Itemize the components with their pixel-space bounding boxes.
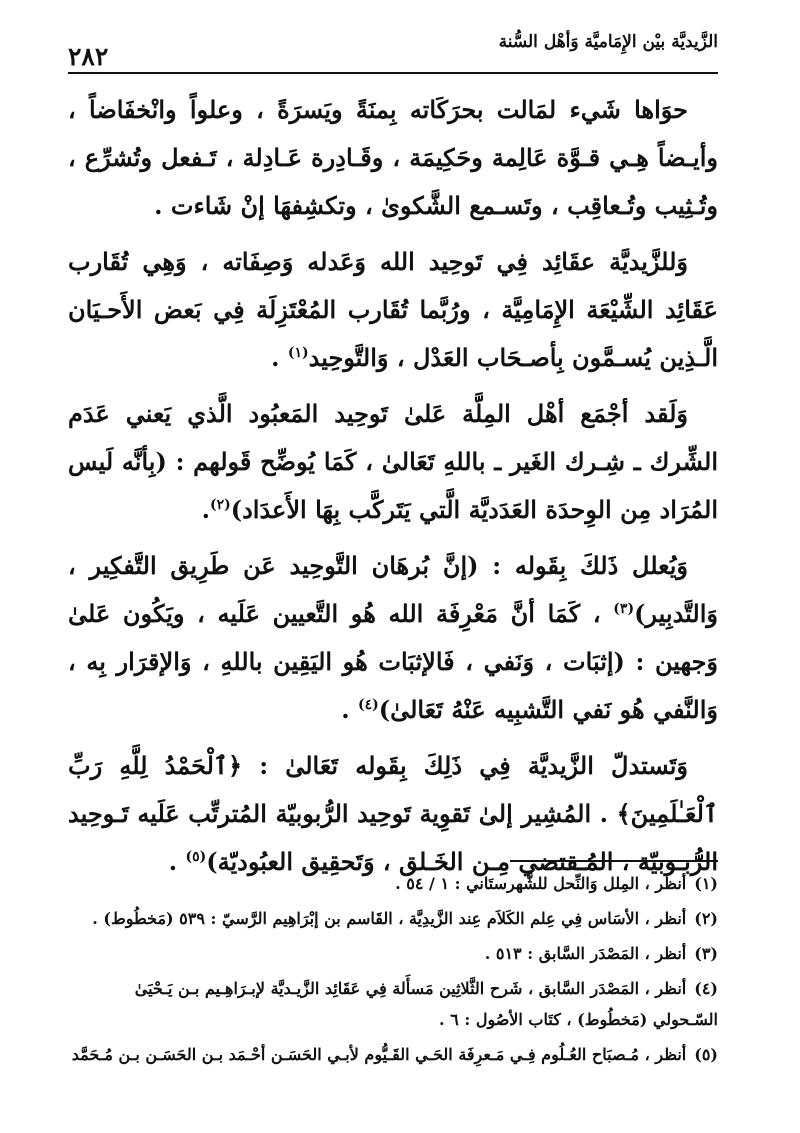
page-number: ٢٨٢: [68, 42, 109, 71]
paragraph-5-end: .: [168, 847, 186, 876]
paragraph-5-text: وَتَستدلّ الزَّيديَّة فِي ذَلِكَ بِقَوله تَعَالىٰ : ﴿ٱلْحَمْدُ لِلَّهِ رَبِّ ٱلْعَـٰلَمِينَ﴾ . المُشِير إلىٰ تَقوِية تَوحِيد الرُّبوبيّة المُترتِّب عَلَيه تَـوحِيد الرُّبـوبيّة ، المُـقتضي مِـن الخَـلق ، وَتَحقِيق العبُوديّة): [68, 751, 718, 876]
paragraph-1-text: حوَاها شَيء لمَالت بحرَكَاته بِمنَةً ويَسرَةً ، وعلواً وانْخفَاضاً ، وأيـضاً هِـي قـوَّة عَالِمة وحَكِيمَة ، وقَـادِرة عَـادِلة ، تَـفعل وتُشرِّع ، وتُـثِيب وتُـعاقِب ، وتَسـمع الشَّكوىٰ ، وتكشِفهَا إنْ شَاءت .: [68, 95, 718, 220]
paragraph-5: [68, 742, 718, 886]
running-title: الزَّيديَّة بيْن الإِمَاميَّة وَأهْل السُّنة: [498, 32, 718, 52]
footnote-text: أنظر ، المِلل وَالنِّحل للشَّهرستَاني : ١ / ٥٤ .: [395, 874, 687, 893]
footnote-number: (٢): [694, 909, 718, 928]
footnote-ref-1: (١): [287, 345, 309, 361]
footnote-ref-3: (٣): [613, 601, 635, 617]
footnotes: [68, 868, 718, 1074]
paragraph-1: [68, 86, 718, 230]
footnote-number: (٣): [694, 944, 718, 963]
footnote-text: أنظر ، المَصْدَر السَّابق : ٥١٣ .: [484, 944, 687, 963]
paragraph-4-text-b: ، كَمَا أنَّ مَعْرِفَة الله هُو التَّعيين عَلَيه ، ويَكُون عَلىٰ وَجهين : (إثبَات ، وَنَفي ، فَالإثبَات هُو اليَقِين باللهِ ، وَالإقرَار بِه ، وَالنَّفي هُو نَفي التَّشبِيه عَنْهُ تَعَالىٰ): [68, 599, 718, 724]
footnote-text: أنظر ، مُـصبَاح العُـلُوم فِـي مَـعرِفَة الحَـي القَـيُّوم لأبـي الحَسَـن أحْـمَد بـن الحَسَـن بـن مُـحَمَّد: [71, 1045, 687, 1064]
footnote-ref-2: (٢): [209, 497, 231, 513]
footnote-number: (٥): [694, 1045, 718, 1064]
paragraph-2-end: .: [271, 343, 288, 372]
footnote-number: (١): [694, 874, 718, 893]
footnote-divider: [510, 860, 718, 862]
page-header: [68, 28, 718, 74]
footnote-1: [68, 868, 718, 899]
paragraph-3-text: وَلَقد أجْمَع أهْل المِلَّة عَلىٰ تَوحِيد المَعبُود الَّذي يَعني عَدَم الشِّرك ـ شِـرك الغَير ـ باللهِ تَعَالىٰ ، كَمَا يُوضِّح قَولهم : (بِأنَّه لَيس المُرَاد مِن الوِحدَة العَدَديَّة الَّتي يَتَركَّب بِهَا الأَعدَاد): [68, 399, 718, 524]
footnote-ref-5: (٥): [185, 849, 207, 865]
paragraph-4-text-a: وَيُعلل ذَلكَ بِقَوله : (إنَّ بُرهَان التَّوحِيد عَن طَرِيق التَّفكِير ، وَالتَّدبِير): [68, 551, 718, 628]
paragraph-3-end: .: [201, 495, 210, 524]
main-text: [68, 86, 718, 894]
paragraph-2-text: وَللزَّيديَّة عقَائِد فِي تَوحِيد الله وَعَدله وَصِفَاته ، وَهِي تُقَارب عَقَائِد الشِّيْعَة الإِمَامِيَّة ، ورُبَّما تُقَارب المُعْتَزِلَة فِي بَعض الأَحـيَان الَّـذِين يُسـمَّون بِأصـحَاب العَدْل ، وَالتَّوحِيد: [68, 247, 719, 372]
footnote-text: أنظر ، الأسَاس فِي عِلم الكَلاَم عِند الزَّيدِيَّة ، القَاسم بن إبْرَاهِيم الرَّسيّ : ٥٣٩ (مَخطُوط) .: [92, 909, 687, 928]
footnote-2: [68, 903, 718, 934]
footnote-4: [68, 973, 718, 1035]
paragraph-3: [68, 390, 718, 534]
footnote-text: أنظر ، المَصْدَر السَّابق ، شَرح الثَّلاثِين مَسأَلة فِي عَقَائِد الزَّيـديَّة لإبـرَاهِـيم بـن يَـحْيَىٰ السّـحولي (مَخطُوط) ، كتَاب الأصُول : ٦ .: [134, 979, 718, 1029]
footnote-number: (٤): [694, 979, 718, 998]
footnote-ref-4: (٤): [357, 697, 379, 713]
paragraph-2: [68, 238, 718, 382]
paragraph-4: [68, 542, 718, 734]
footnote-3: [68, 938, 718, 969]
paragraph-4-end: .: [341, 695, 358, 724]
footnote-5: [68, 1039, 718, 1070]
